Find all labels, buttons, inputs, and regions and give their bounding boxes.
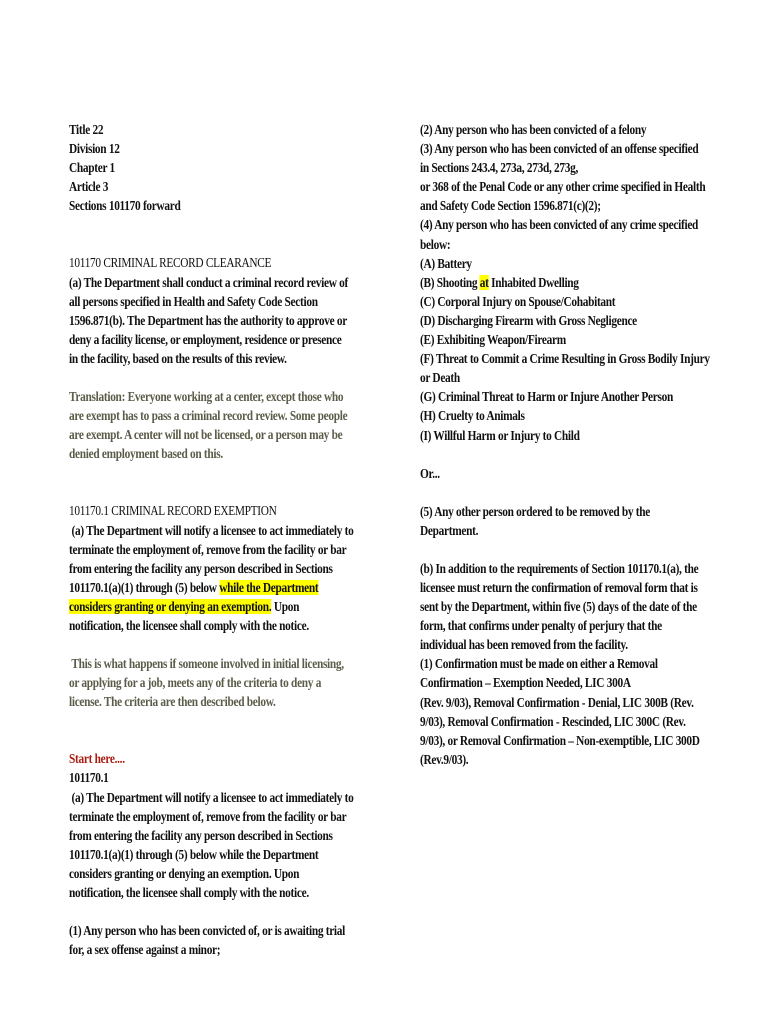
paragraph-line: Department.	[420, 522, 479, 538]
criterion-line: or Death	[420, 370, 460, 386]
paragraph-line: (1) Any person who has been convicted of, or is awaiting trial	[69, 923, 346, 939]
left-column	[69, 120, 389, 959]
paragraph-line: (a) The Department will notify a licensee to act immediately to	[69, 522, 354, 538]
paragraph-line: for, a sex offense against a minor;	[69, 942, 221, 958]
criterion-line: (F) Threat to Commit a Crime Resulting in Gross Bodily Injury	[420, 351, 710, 367]
section-criminal-record-clearance	[69, 253, 389, 368]
highlighted-text: while the Department	[219, 579, 319, 595]
text-run: Inhabited Dwelling	[488, 274, 579, 290]
paragraph-line: 101170.1	[69, 770, 109, 786]
criterion-line: below:	[420, 236, 451, 252]
text-run: (B) Shooting	[420, 274, 480, 290]
criterion-item-5	[420, 502, 745, 540]
paragraph-line: 101170.1(a)(1) through (5) below while the Department	[69, 846, 319, 862]
text-run: Upon	[271, 598, 300, 614]
criterion-line: in Sections 243.4, 273a, 273d, 273g,	[420, 160, 579, 176]
note-line: are exempt has to pass a criminal record review. Some people	[69, 408, 348, 424]
paragraph-line: 9/03), Removal Confirmation - Rescinded, LIC 300C (Rev.	[420, 713, 686, 729]
paragraph-line: from entering the facility any person described in Sections	[69, 827, 333, 843]
section-101170-1	[69, 768, 389, 902]
note-line: license. The criteria are then described below.	[69, 694, 276, 710]
paragraph-line: 1596.871(b). The Department has the authority to approve or	[69, 312, 347, 328]
paragraph-line: Confirmation – Exemption Needed, LIC 300A	[420, 675, 631, 691]
header-line: Division 12	[69, 141, 120, 157]
criterion-line: (E) Exhibiting Weapon/Firearm	[420, 332, 566, 348]
paragraph-line: (5) Any other person ordered to be removed by the	[420, 503, 651, 519]
section-title: 101170.1 CRIMINAL RECORD EXEMPTION	[69, 503, 277, 519]
paragraph-line: sent by the Department, within five (5) days of the date of the	[420, 599, 697, 615]
paragraph-line: 9/03), or Removal Confirmation – Non-exemptible, LIC 300D	[420, 732, 700, 748]
criterion-line: and Safety Code Section 1596.871(c)(2);	[420, 198, 601, 214]
or-label: Or...	[420, 465, 440, 481]
section-b-confirmation	[420, 559, 745, 769]
criterion-line: (I) Willful Harm or Injury to Child	[420, 427, 580, 443]
text-run: 101170.1(a)(1) through (5) below	[69, 579, 220, 595]
explanation-note	[69, 654, 389, 711]
paragraph-line: considers granting or denying an exemption. Upon	[69, 865, 300, 881]
paragraph-line: (Rev.9/03).	[420, 751, 469, 767]
paragraph-line: notification, the licensee shall comply with the notice.	[69, 885, 309, 900]
note-line: Translation: Everyone working at a center, except those who	[69, 389, 344, 405]
paragraph-line: (b) In addition to the requirements of Section 101170.1(a), the	[420, 560, 699, 576]
paragraph-line: (a) The Department will notify a licensee to act immediately to	[69, 789, 354, 805]
section-title: 101170 CRIMINAL RECORD CLEARANCE	[69, 255, 272, 271]
translation-note	[69, 387, 389, 463]
section-criminal-record-exemption	[69, 501, 389, 635]
paragraph-line: individual has been removed from the facility.	[420, 637, 628, 653]
paragraph-line: deny a facility license, or employment, residence or presence	[69, 331, 342, 347]
paragraph-line: terminate the employment of, remove from the facility or bar	[69, 808, 347, 824]
header-line: Title 22	[69, 122, 104, 137]
criterion-line: (A) Battery	[420, 255, 472, 271]
paragraph-line: form, that confirms under penalty of perjury that the	[420, 618, 662, 634]
paragraph-line: terminate the employment of, remove from the facility or bar	[69, 541, 347, 557]
start-here-label: Start here....	[69, 751, 125, 767]
criterion-line: (3) Any person who has been convicted of an offense specified	[420, 141, 699, 157]
criteria-list	[420, 120, 745, 445]
note-line: denied employment based on this.	[69, 446, 223, 462]
note-line: This is what happens if someone involved in initial licensing,	[69, 656, 344, 672]
criterion-line: (4) Any person who has been convicted of any crime specified	[420, 217, 699, 233]
note-line: or applying for a job, meets any of the criteria to deny a	[69, 675, 322, 691]
document-header	[69, 120, 389, 215]
paragraph-line: (1) Confirmation must be made on either a Removal	[420, 656, 658, 672]
header-line: Sections 101170 forward	[69, 198, 181, 214]
highlighted-text: considers granting or denying an exemption.	[69, 598, 272, 614]
highlighted-text: at	[479, 274, 489, 290]
right-column	[420, 120, 745, 769]
header-line: Chapter 1	[69, 160, 115, 176]
paragraph-line: (Rev. 9/03), Removal Confirmation - Denial, LIC 300B (Rev.	[420, 694, 694, 710]
criterion-item-1	[69, 921, 389, 959]
paragraph-line: from entering the facility any person described in Sections	[69, 560, 333, 576]
criterion-line: (G) Criminal Threat to Harm or Injure Another Person	[420, 389, 673, 405]
paragraph-line: notification, the licensee shall comply with the notice.	[69, 617, 309, 633]
criterion-line: (H) Cruelty to Animals	[420, 408, 525, 424]
criterion-line: (D) Discharging Firearm with Gross Negligence	[420, 312, 637, 328]
criterion-line	[420, 273, 745, 292]
header-line: Article 3	[69, 179, 109, 195]
paragraph-line: (a) The Department shall conduct a criminal record review of	[69, 274, 348, 290]
note-line: are exempt. A center will not be licensed, or a person may be	[69, 427, 343, 443]
paragraph-line	[69, 597, 389, 616]
criterion-line: or 368 of the Penal Code or any other crime specified in Health	[420, 179, 706, 195]
paragraph-line	[69, 578, 389, 597]
criterion-line: (C) Corporal Injury on Spouse/Cohabitant	[420, 293, 616, 309]
paragraph-line: all persons specified in Health and Safety Code Section	[69, 293, 318, 309]
paragraph-line: in the facility, based on the results of this review.	[69, 350, 287, 366]
criterion-line: (2) Any person who has been convicted of a felony	[420, 122, 647, 137]
paragraph-line: licensee must return the confirmation of removal form that is	[420, 579, 698, 595]
